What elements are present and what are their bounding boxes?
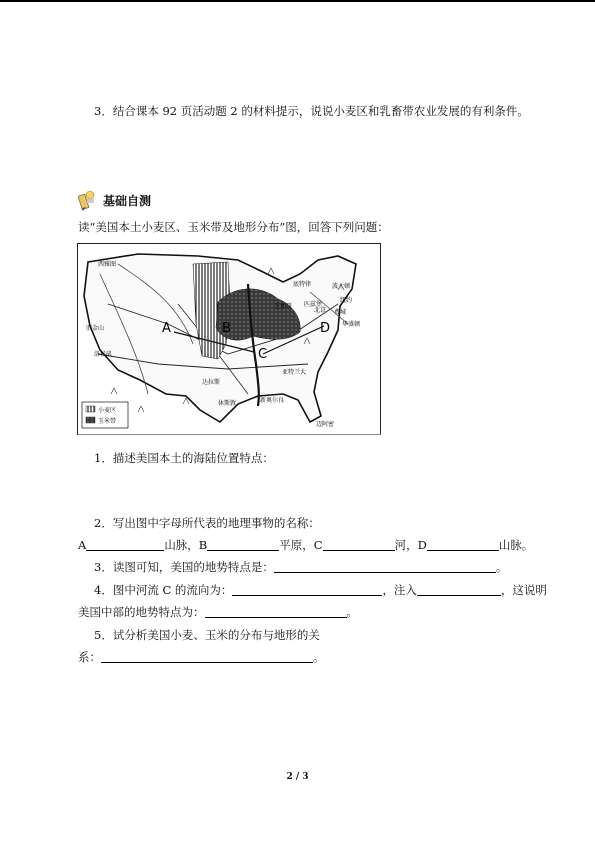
section-heading: [78, 189, 151, 211]
map-label: 纽约: [340, 297, 353, 304]
question-2: 2．写出图中字母所代表的地理事物的名称：: [94, 516, 320, 530]
map-label: 芝加哥: [274, 303, 293, 310]
top-border-rule: [0, 0, 595, 2]
map-label: 费城: [334, 309, 347, 316]
map-bottom-shadow: [78, 434, 381, 435]
answer-blank-central-terrain[interactable]: [205, 604, 347, 618]
us-map: [77, 243, 381, 435]
map-label: 亚特兰大: [282, 369, 307, 376]
legend-wheat: 小麦区: [98, 407, 117, 414]
map-label: 休斯敦: [218, 400, 237, 407]
answer-blank-flow[interactable]: [232, 582, 382, 596]
section-heading-text: 基础自测: [103, 193, 152, 208]
map-label: 旧金山: [86, 325, 105, 332]
question-1: 1．描述美国本土的海陆位置特点：: [94, 451, 274, 465]
map-intro-text: 读“美国本土小麦区、玉米带及地形分布”图，回答下列问题：: [78, 220, 389, 234]
map-legend: [82, 402, 128, 428]
question-4: 4．图中河流 C 的流向为： ，注入 ，这说明: [94, 583, 547, 597]
answer-blank-a[interactable]: [86, 537, 164, 551]
legend-corn: 玉米带: [98, 418, 117, 425]
map-label: 匹兹堡: [304, 301, 323, 308]
question-5: 5．试分析美国小麦、玉米的分布与地形的关: [94, 628, 320, 642]
answer-blank-terrain[interactable]: [274, 559, 496, 573]
map-letter-a: A: [162, 321, 171, 336]
question-5-line2: 系： 。: [78, 650, 325, 664]
answer-blank-inflow[interactable]: [417, 582, 501, 596]
map-label: 达拉斯: [202, 379, 221, 386]
map-label: 华盛顿: [342, 321, 361, 328]
map-label: 北京: [314, 307, 327, 314]
question-3: 3．读图可知，美国的地势特点是： 。: [94, 560, 508, 574]
map-label: 新奥尔良: [260, 397, 285, 404]
pencil-icon: [78, 189, 100, 211]
answer-blank-c[interactable]: [323, 537, 395, 551]
map-label: 波士顿: [332, 283, 351, 290]
map-label: 迈阿密: [316, 421, 335, 428]
us-map-graphic: [78, 244, 380, 434]
question-2-answers: A 山脉，B 平原，C 河，D 山脉。: [78, 538, 534, 552]
map-letter-c: C: [258, 347, 268, 362]
answer-blank-b[interactable]: [207, 537, 279, 551]
map-label: 西雅图: [98, 261, 117, 268]
map-letter-b: B: [222, 321, 231, 336]
answer-blank-d[interactable]: [427, 537, 499, 551]
map-letter-d: D: [320, 321, 331, 336]
page-number: 2 / 3: [286, 772, 309, 782]
question-3-prompt: 3．结合课本 92 页活动题 2 的材料提示，说说小麦区和乳畜带农业发展的有利条件。: [94, 104, 529, 118]
map-label: 洛杉矶: [94, 351, 113, 358]
question-4-line2: 美国中部的地势特点为： 。: [78, 605, 358, 619]
map-label: 底特律: [293, 281, 312, 288]
answer-blank-relation[interactable]: [101, 649, 313, 663]
